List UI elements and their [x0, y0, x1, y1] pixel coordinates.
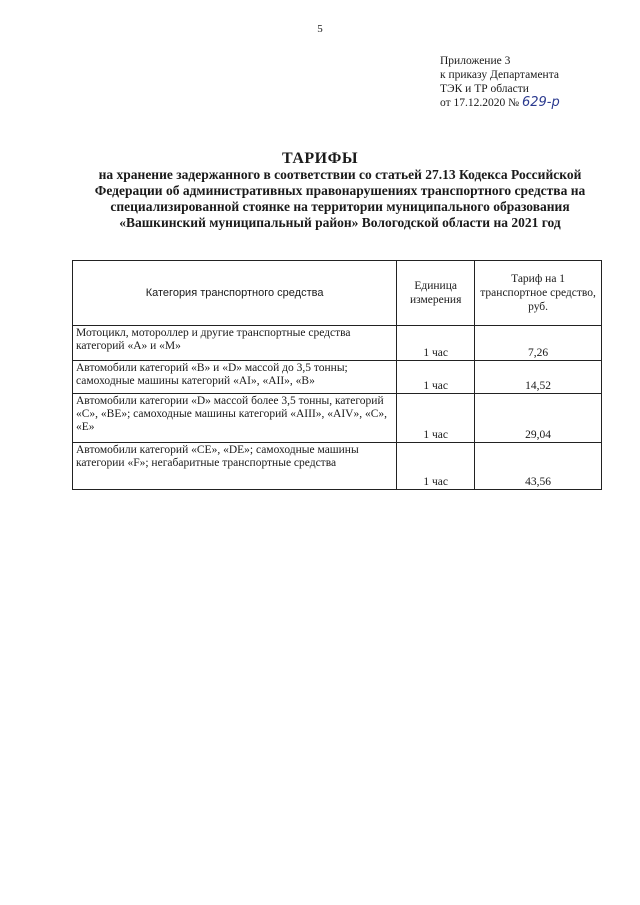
row-tariff: 29,04	[475, 394, 602, 443]
document-title: ТАРИФЫ	[281, 150, 359, 167]
appendix-line-4	[440, 96, 560, 110]
row-unit: 1 час	[397, 394, 475, 443]
row-category: Автомобили категорий «B» и «D» массой до 3,5 тонны; самоходные машины категорий «AI», «AII», «B»	[73, 361, 397, 394]
table-row	[73, 326, 602, 361]
table-row	[73, 443, 602, 490]
row-category: Мотоцикл, мотороллер и другие транспортные средства категорий «A» и «M»	[73, 326, 397, 361]
appendix-line-3: ТЭК и ТР области	[440, 83, 529, 95]
page-number: 5	[317, 23, 323, 35]
row-unit: 1 час	[397, 443, 475, 490]
header-tariff: Тариф на 1 транспортное средство, руб.	[475, 261, 602, 326]
header-category: Категория транспортного средства	[73, 261, 397, 326]
table-row	[73, 361, 602, 394]
row-tariff: 7,26	[475, 326, 602, 361]
appendix-line-1: Приложение 3	[440, 55, 511, 67]
row-category: Автомобили категории «D» массой более 3,5 тонны, категорий «C», «BE»; самоходные машины категорий «AIII», «AIV», «C», «E»	[73, 394, 397, 443]
row-unit: 1 час	[397, 326, 475, 361]
table-header-row	[73, 261, 602, 326]
row-tariff: 43,56	[475, 443, 602, 490]
table-row	[73, 394, 602, 443]
appendix-block	[440, 54, 560, 110]
document-subtitle: на хранение задержанного в соответствии со статьей 27.13 Кодекса Российской Федерации об административных правонарушениях транспортного средства на специализированной стоянке на территории муниципального образования «Вашкинский муниципальный район» Вологодской области на 2021 год	[94, 167, 586, 230]
row-tariff: 14,52	[475, 361, 602, 394]
appendix-line-2: к приказу Департамента	[440, 69, 559, 81]
header-unit: Единица измерения	[397, 261, 475, 326]
tariffs-table	[72, 260, 602, 490]
row-category: Автомобили категорий «CE», «DE»; самоходные машины категории «F»; негабаритные транспортные средства	[73, 443, 397, 490]
row-unit: 1 час	[397, 361, 475, 394]
handwritten-order-number: 629-р	[521, 95, 560, 110]
order-date-prefix: от 17.12.2020 №	[440, 97, 520, 109]
